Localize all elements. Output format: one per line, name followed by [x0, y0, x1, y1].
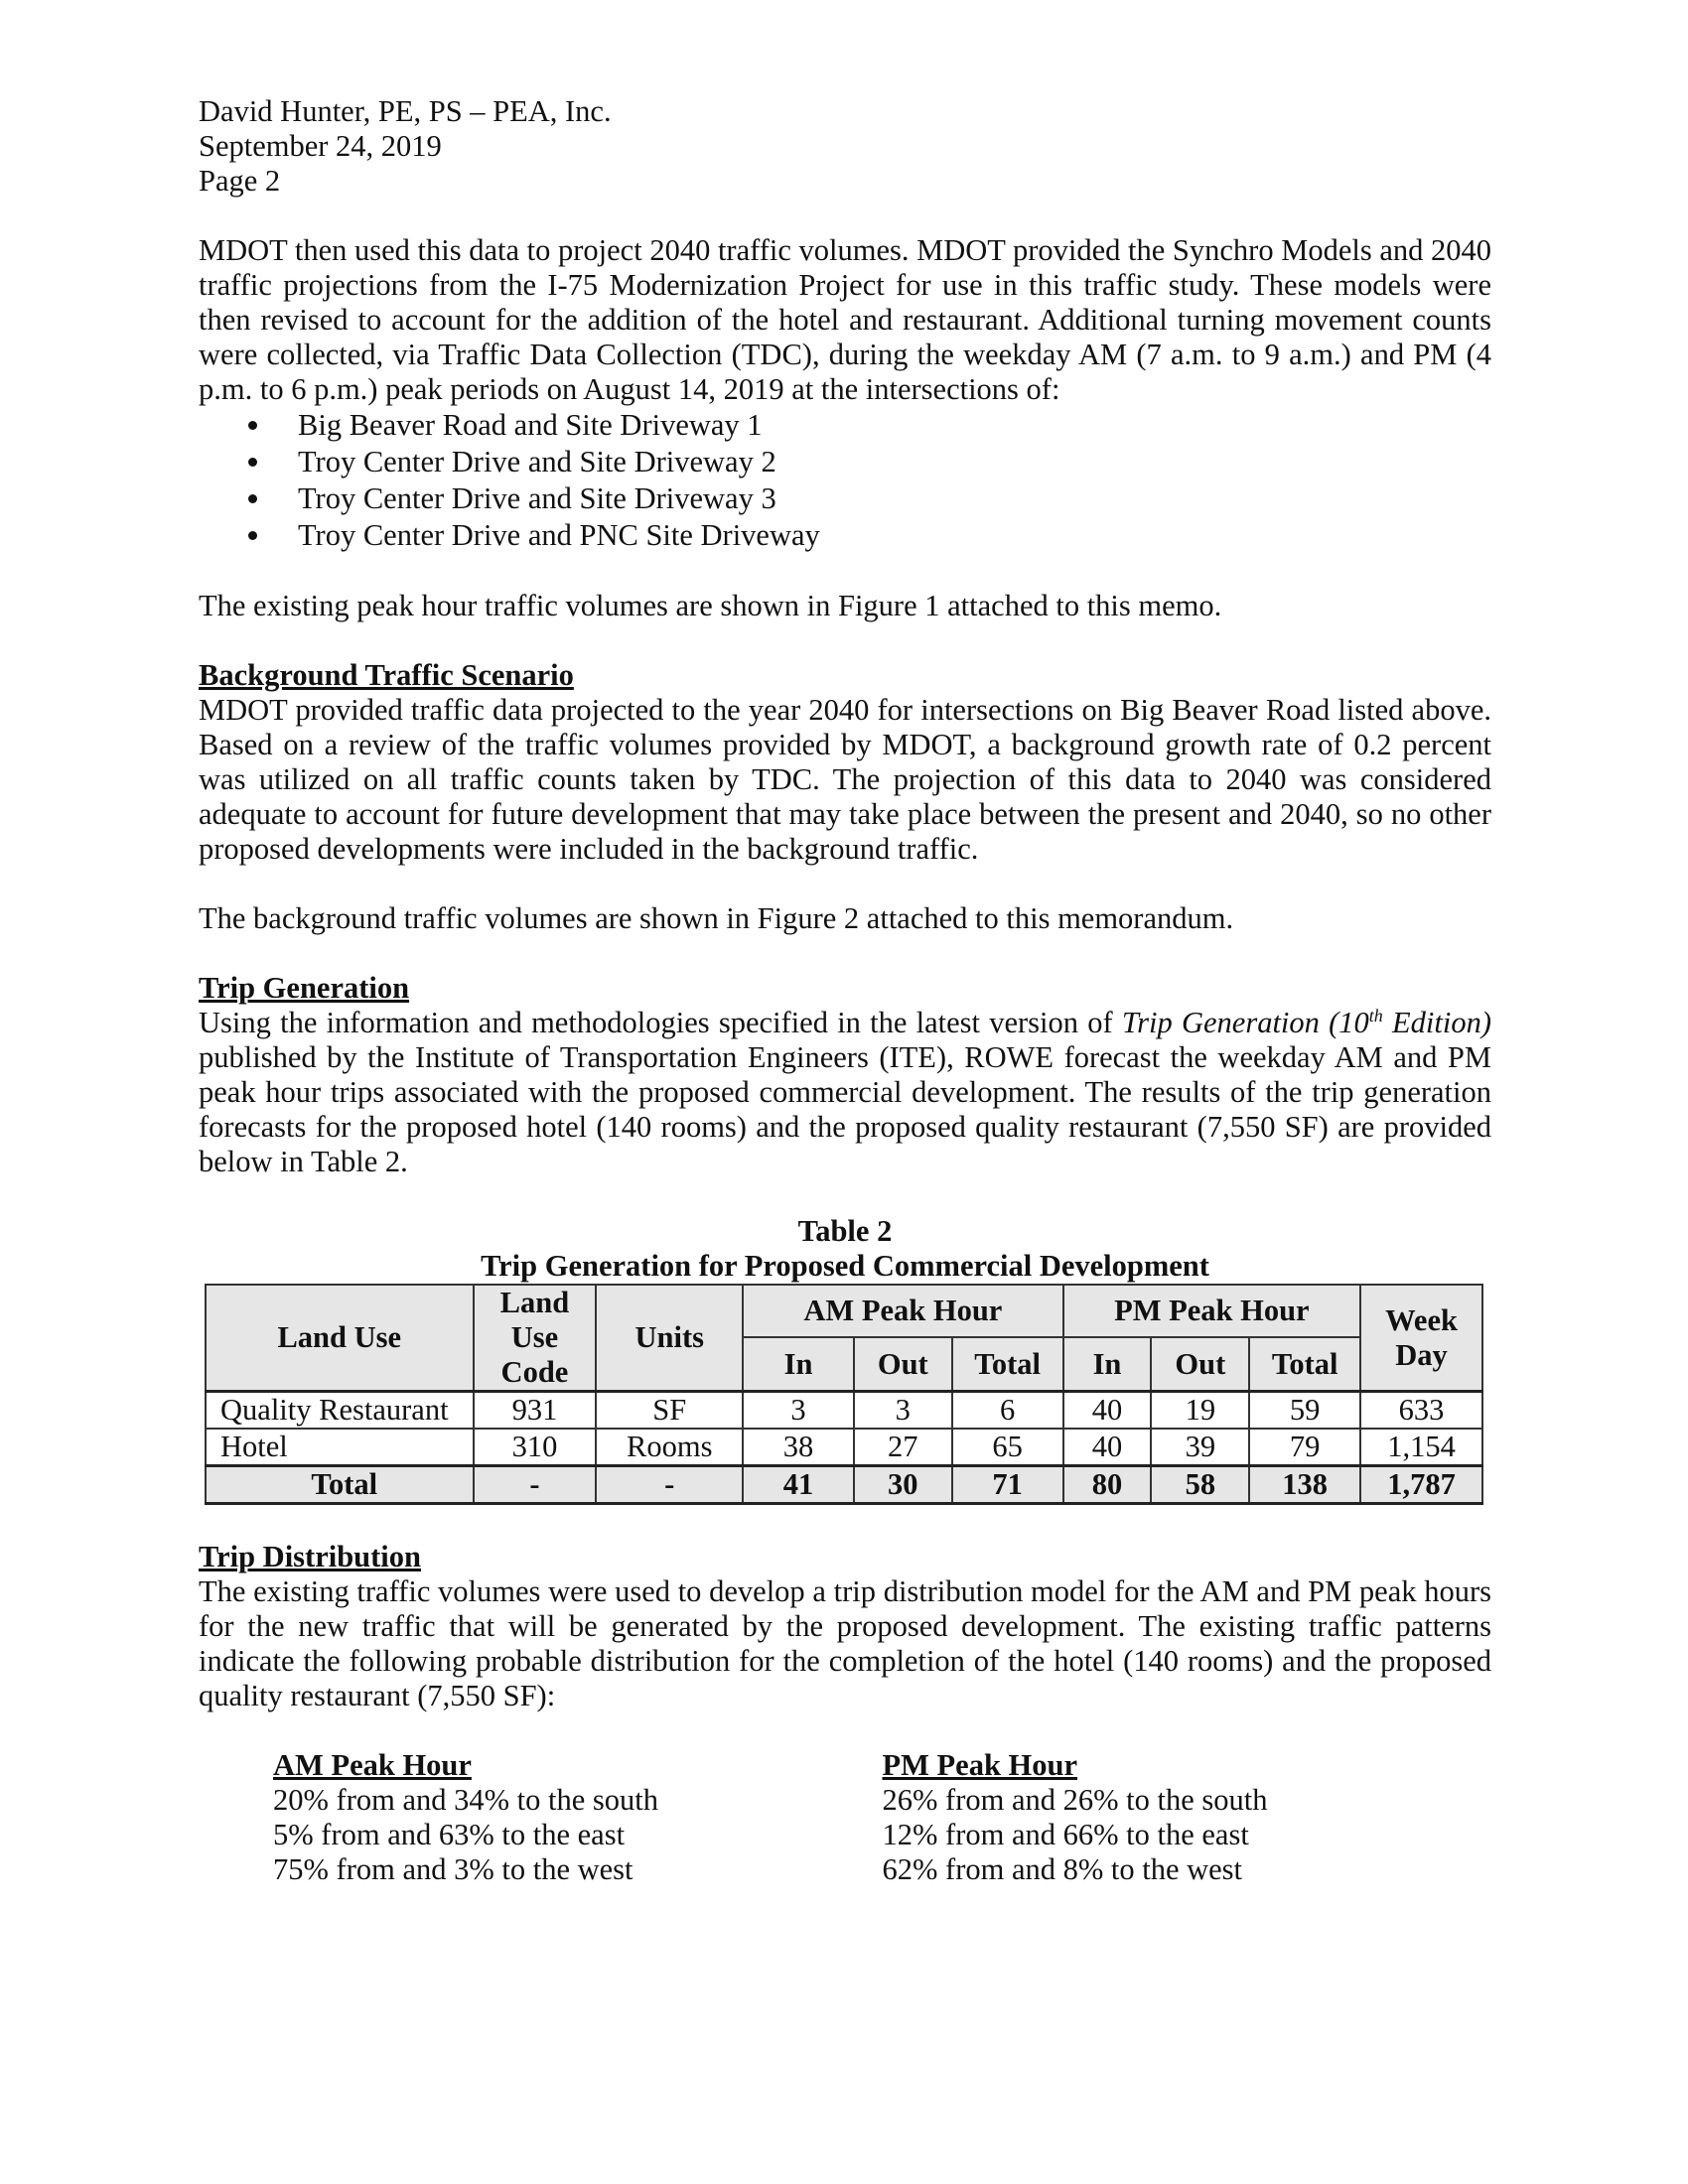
- pm-east: 12% from and 66% to the east: [882, 1818, 1249, 1851]
- table-number: Table 2: [797, 1214, 893, 1248]
- trip-distribution-heading: Trip Distribution: [199, 1540, 421, 1573]
- column-header-pm-out: Out: [1151, 1337, 1249, 1391]
- cell-week-day: 1,154: [1360, 1429, 1482, 1466]
- cell-pm-out: 58: [1151, 1466, 1249, 1504]
- list-item: Troy Center Drive and PNC Site Driveway: [248, 517, 1491, 554]
- am-east: 5% from and 63% to the east: [273, 1818, 626, 1851]
- column-header-week-day: Week Day: [1360, 1285, 1482, 1392]
- cell-pm-total: 59: [1249, 1392, 1360, 1430]
- header-page-number: Page 2: [199, 164, 281, 198]
- cell-am-total: 71: [952, 1466, 1063, 1504]
- am-south: 20% from and 34% to the south: [273, 1783, 658, 1817]
- cell-pm-in: 80: [1063, 1466, 1152, 1504]
- cell-code: 310: [474, 1429, 597, 1466]
- cell-am-total: 6: [952, 1392, 1063, 1430]
- figure-2-note: The background traffic volumes are shown in Figure 2 attached to this memorandum.: [199, 901, 1234, 935]
- header-date: September 24, 2019: [199, 129, 442, 163]
- am-distribution: [273, 1748, 883, 1887]
- figure-1-note: The existing peak hour traffic volumes are shown in Figure 1 attached to this memo.: [199, 589, 1222, 622]
- table-row: [206, 1392, 1482, 1430]
- cell-pm-total: 79: [1249, 1429, 1360, 1466]
- cell-am-in: 41: [743, 1466, 854, 1504]
- memo-page: [199, 94, 1491, 1887]
- cell-land-use: Hotel: [206, 1429, 474, 1466]
- bullet-icon: [248, 421, 257, 430]
- cell-code: 931: [474, 1392, 597, 1430]
- bullet-icon: [248, 531, 257, 540]
- column-header-pm-total: Total: [1249, 1337, 1360, 1391]
- book-title: Trip Generation (10th Edition): [1121, 1005, 1491, 1039]
- header-author: David Hunter, PE, PS – PEA, Inc.: [199, 94, 612, 128]
- cell-pm-in: 40: [1063, 1392, 1152, 1430]
- column-header-land-use-code: Land Use Code: [474, 1285, 597, 1392]
- table-title: Trip Generation for Proposed Commercial Development: [481, 1249, 1209, 1283]
- column-header-am-out: Out: [854, 1337, 952, 1391]
- column-header-am-total: Total: [952, 1337, 1063, 1391]
- cell-land-use: Quality Restaurant: [206, 1392, 474, 1430]
- cell-pm-out: 19: [1151, 1392, 1249, 1430]
- table-caption: [199, 1214, 1491, 1284]
- pm-west: 62% from and 8% to the west: [882, 1852, 1243, 1886]
- cell-units: SF: [596, 1392, 743, 1430]
- pm-peak-heading: PM Peak Hour: [882, 1748, 1078, 1782]
- list-item: Troy Center Drive and Site Driveway 2: [248, 444, 1491, 480]
- column-header-land-use: Land Use: [206, 1285, 474, 1392]
- cell-week-day: 633: [1360, 1392, 1482, 1430]
- cell-pm-out: 39: [1151, 1429, 1249, 1466]
- trip-generation-paragraph: Using the information and methodologies specified in the latest version of Trip Generation (10th Edition) published by the Institute of Transportation Engineers (ITE), ROWE forecast the weekday AM and PM peak hour trips associated with the proposed commercial development. The results of the trip generation forecasts for the proposed hotel (140 rooms) and the proposed quality restaurant (7,550 SF) are provided below in Table 2.: [199, 1005, 1491, 1178]
- table-row: [206, 1429, 1482, 1466]
- cell-am-in: 38: [743, 1429, 854, 1466]
- intro-paragraph: MDOT then used this data to project 2040 traffic volumes. MDOT provided the Synchro Models and 2040 traffic projections from the I-75 Modernization Project for use in this traffic study. These models were then revised to account for the addition of the hotel and restaurant. Additional turning movement counts were collected, via Traffic Data Collection (TDC), during the weekday AM (7 a.m. to 9 a.m.) and PM (4 p.m. to 6 p.m.) peak periods on August 14, 2019 at the intersections of:: [199, 233, 1491, 406]
- column-header-am-in: In: [743, 1337, 854, 1391]
- am-peak-heading: AM Peak Hour: [273, 1748, 472, 1782]
- cell-land-use: Total: [206, 1466, 474, 1504]
- cell-am-out: 30: [854, 1466, 952, 1504]
- column-header-units: Units: [596, 1285, 743, 1392]
- pm-distribution: [883, 1748, 1492, 1887]
- background-heading: Background Traffic Scenario: [199, 658, 574, 692]
- cell-am-total: 65: [952, 1429, 1063, 1466]
- distribution-columns: [199, 1748, 1491, 1887]
- cell-units: Rooms: [596, 1429, 743, 1466]
- column-header-pm-in: In: [1063, 1337, 1152, 1391]
- list-item: Big Beaver Road and Site Driveway 1: [248, 407, 1491, 444]
- table-total-row: [206, 1466, 1482, 1504]
- cell-am-out: 3: [854, 1392, 952, 1430]
- trip-distribution-paragraph: The existing traffic volumes were used to develop a trip distribution model for the AM and PM peak hours for the new traffic that will be generated by the proposed development. The existing traffic patterns indicate the following probable distribution for the completion of the hotel (140 rooms) and the proposed quality restaurant (7,550 SF):: [199, 1574, 1491, 1712]
- cell-am-out: 27: [854, 1429, 952, 1466]
- memo-header: [199, 94, 1491, 199]
- cell-units: -: [596, 1466, 743, 1504]
- cell-code: -: [474, 1466, 597, 1504]
- background-paragraph: MDOT provided traffic data projected to the year 2040 for intersections on Big Beaver Road listed above. Based on a review of the traffic volumes provided by MDOT, a background growth rate of 0.2 percent was utilized on all traffic counts taken by TDC. The projection of this data to 2040 was considered adequate to account for future development that may take place between the present and 2040, so no other proposed developments were included in the background traffic.: [199, 693, 1491, 866]
- bullet-icon: [248, 494, 257, 503]
- list-item: Troy Center Drive and Site Driveway 3: [248, 480, 1491, 517]
- cell-week-day: 1,787: [1360, 1466, 1482, 1504]
- trip-generation-table: [205, 1284, 1483, 1505]
- cell-pm-in: 40: [1063, 1429, 1152, 1466]
- column-header-am-peak: AM Peak Hour: [743, 1285, 1062, 1337]
- intersection-list: [199, 407, 1491, 554]
- bullet-icon: [248, 458, 257, 467]
- am-west: 75% from and 3% to the west: [273, 1852, 633, 1886]
- column-header-pm-peak: PM Peak Hour: [1063, 1285, 1361, 1337]
- pm-south: 26% from and 26% to the south: [882, 1783, 1268, 1817]
- cell-pm-total: 138: [1249, 1466, 1360, 1504]
- cell-am-in: 3: [743, 1392, 854, 1430]
- trip-generation-heading: Trip Generation: [199, 971, 410, 1005]
